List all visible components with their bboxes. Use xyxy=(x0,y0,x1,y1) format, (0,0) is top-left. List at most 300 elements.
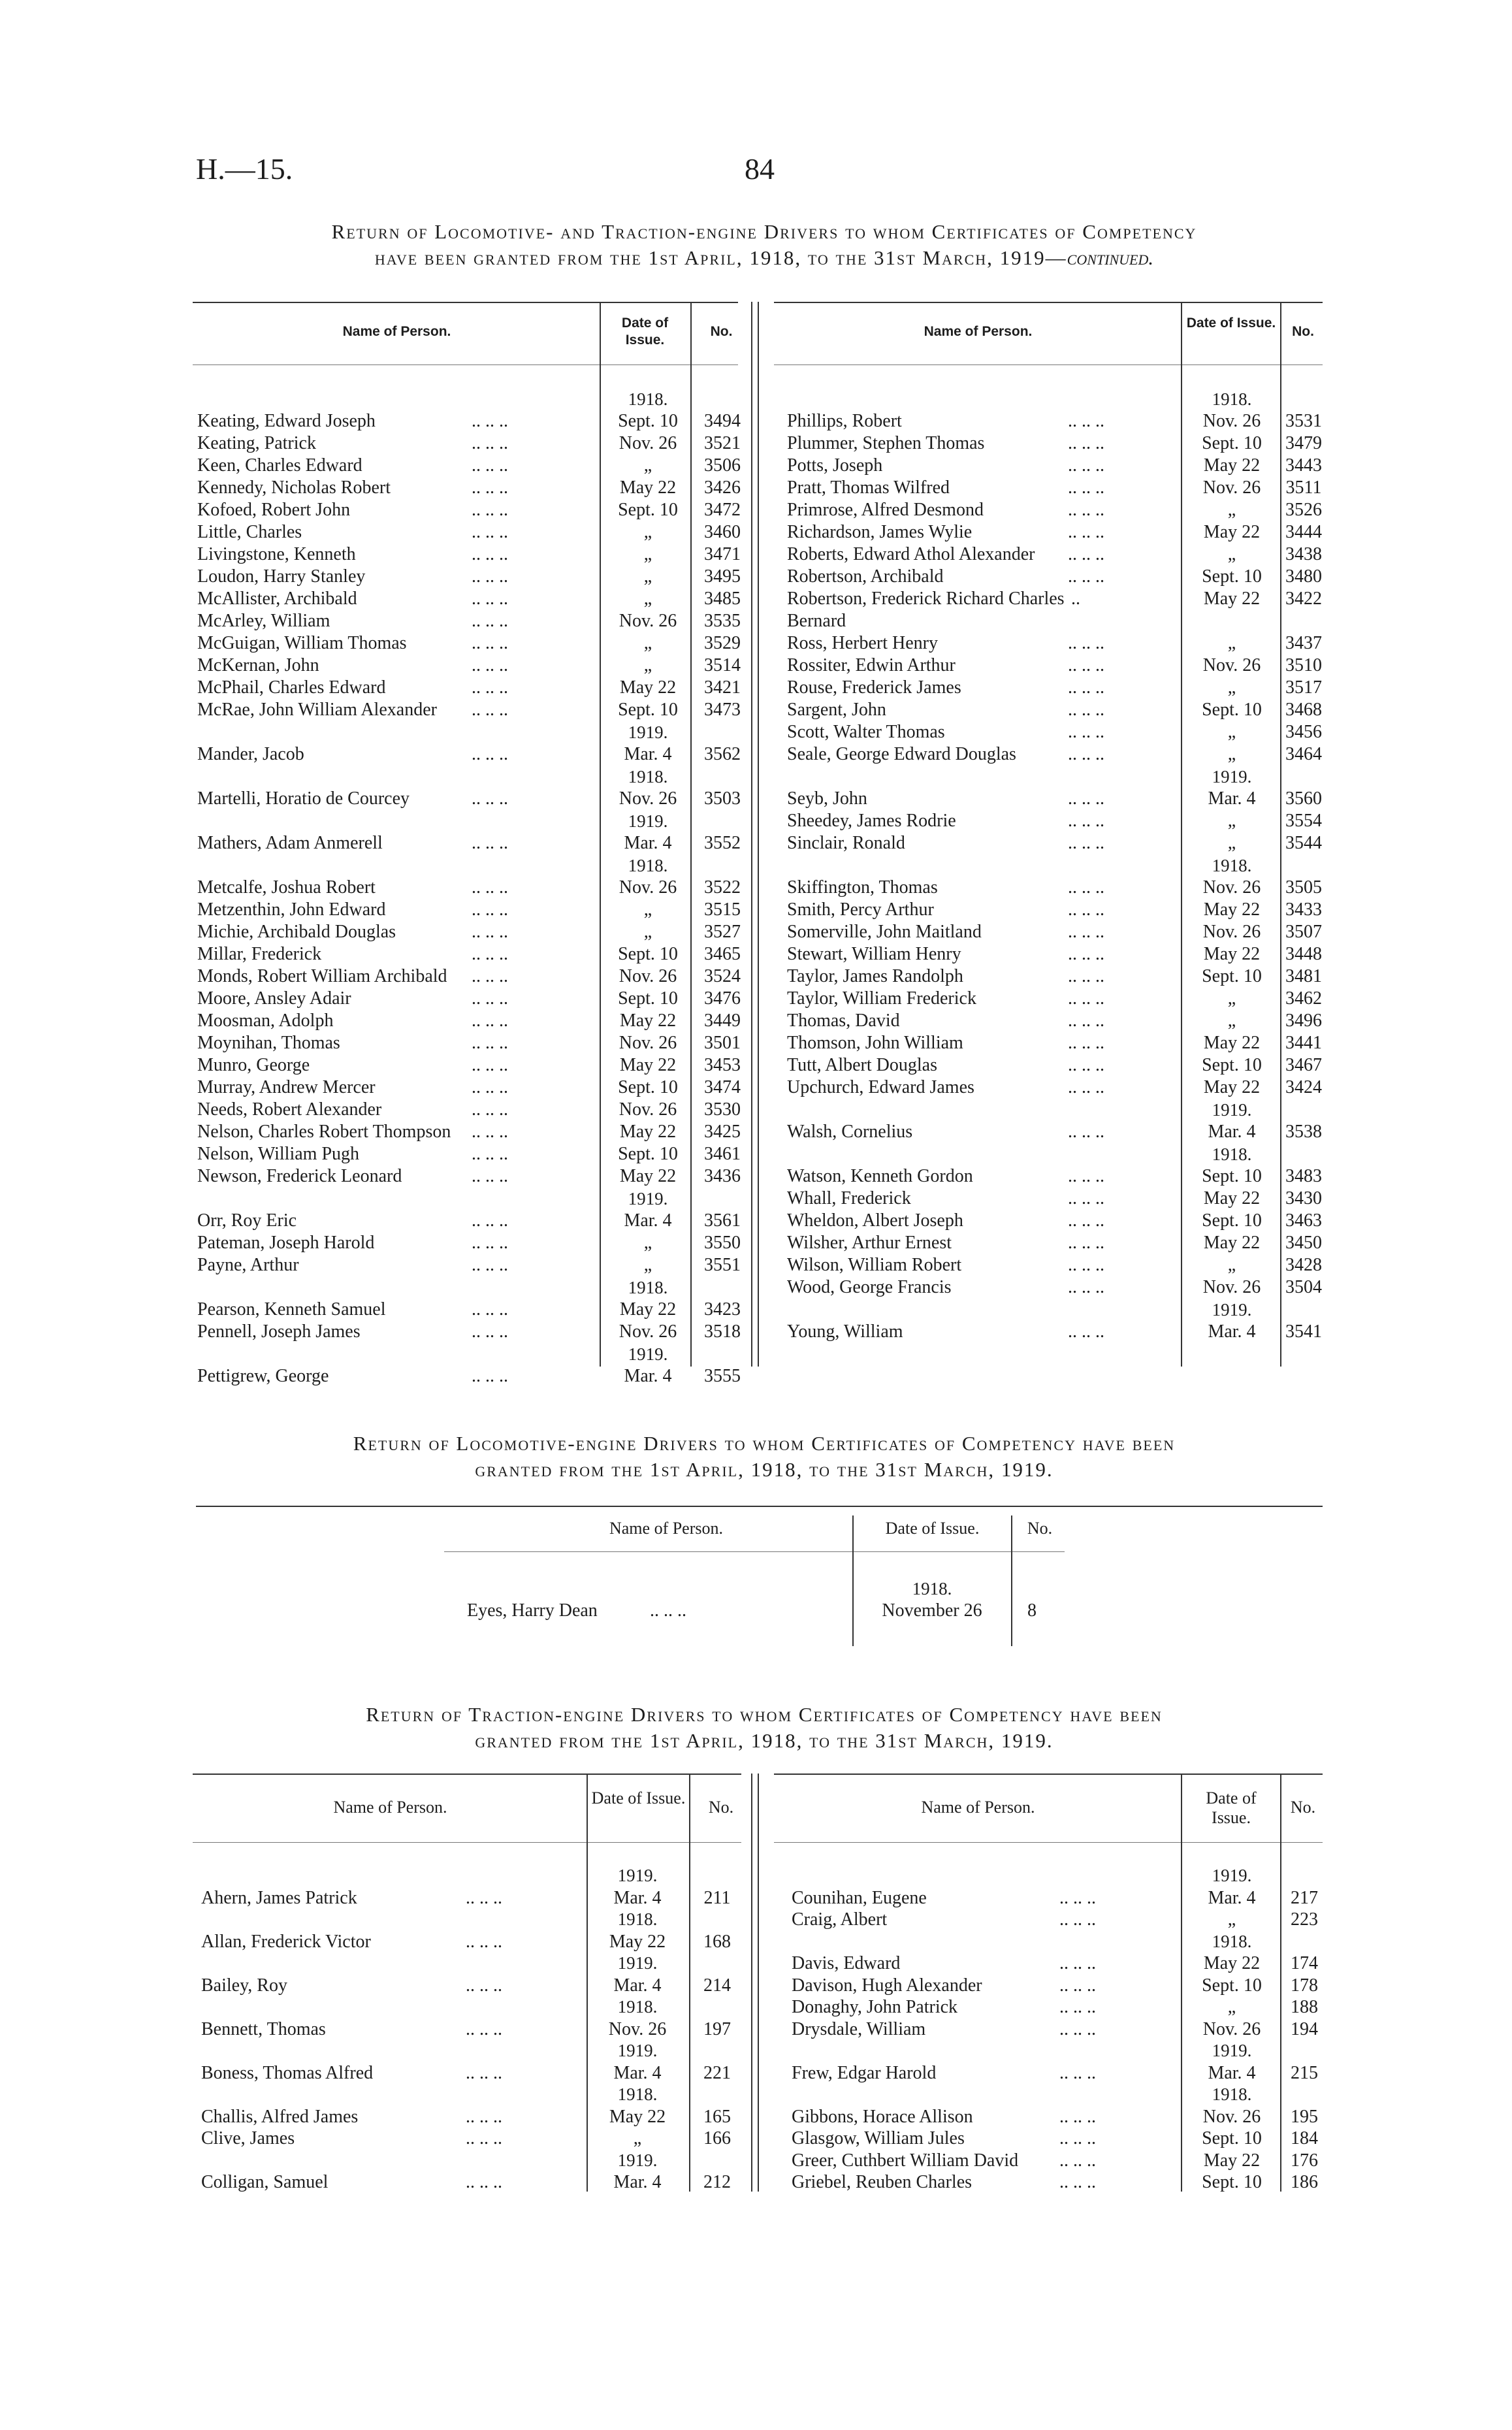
person-name: McArley, William xyxy=(197,611,330,631)
year-row xyxy=(792,1931,1334,1953)
certificate-number: 3541 xyxy=(1285,1321,1322,1342)
table-row xyxy=(201,2106,756,2128)
leader-dots: .. .. .. xyxy=(1068,833,1104,853)
leader-dots: .. .. .. xyxy=(1059,1953,1096,1973)
certificate-number: 3521 xyxy=(704,433,741,453)
page-number: 84 xyxy=(745,152,775,186)
issue-date: Nov. 26 xyxy=(1202,922,1261,942)
person-name: Richardson, James Wylie xyxy=(787,522,973,542)
year-row xyxy=(197,1188,746,1210)
person-name: Roberts, Edward Athol Alexander xyxy=(787,544,1035,564)
table-row xyxy=(197,1321,746,1343)
issue-date: May 22 xyxy=(1203,1188,1261,1208)
person-name: Whall, Frederick xyxy=(787,1188,911,1208)
person-name: Metcalfe, Joshua Robert xyxy=(197,877,376,898)
person-name: Allan, Frederick Victor xyxy=(201,1931,371,1952)
table-row xyxy=(787,477,1329,499)
table-row xyxy=(201,1887,756,1909)
section2-head-date: Date of Issue. xyxy=(885,1519,980,1538)
leader-dots: .. .. .. xyxy=(472,1077,508,1097)
year-row xyxy=(201,2040,756,2062)
person-name: Millar, Frederick xyxy=(197,944,322,964)
person-name: Thomas, David xyxy=(787,1011,900,1031)
issue-date: Mar. 4 xyxy=(1208,1122,1256,1142)
certificate-number: 3530 xyxy=(704,1099,741,1120)
leader-dots: .. .. .. xyxy=(472,1122,508,1142)
issue-date: 1918. xyxy=(628,856,668,875)
year-row xyxy=(197,1343,746,1365)
section2-head-no: No. xyxy=(1027,1519,1053,1538)
certificate-number: 178 xyxy=(1291,1975,1318,1996)
table-row xyxy=(787,832,1329,854)
certificate-number: 211 xyxy=(703,1887,731,1908)
table-row xyxy=(197,677,746,699)
table-row xyxy=(197,943,746,965)
issue-date: 1918. xyxy=(912,1579,952,1598)
certificate-number: 3494 xyxy=(704,411,741,431)
issue-date: 1918. xyxy=(628,1278,668,1297)
year-row xyxy=(787,388,1329,410)
issue-date: May 22 xyxy=(619,478,677,498)
table-row xyxy=(787,1054,1329,1077)
certificate-number: 3515 xyxy=(704,899,741,920)
issue-date: Mar. 4 xyxy=(1208,1321,1256,1342)
table-row xyxy=(197,1299,746,1321)
issue-date: „ xyxy=(643,922,652,942)
leader-dots: .. .. .. xyxy=(472,988,508,1009)
issue-date: Mar. 4 xyxy=(613,2062,662,2083)
person-name: Donaghy, John Patrick xyxy=(792,1997,958,2017)
leader-dots: .. .. .. xyxy=(472,611,508,631)
year-row xyxy=(197,854,746,877)
issue-date: May 22 xyxy=(1203,522,1261,542)
leader-dots: .. .. .. xyxy=(1068,1210,1104,1231)
issue-date: Sept. 10 xyxy=(1202,566,1262,587)
table-row xyxy=(787,743,1329,766)
table-row xyxy=(197,1010,746,1032)
person-name: Martelli, Horatio de Courcey xyxy=(197,788,410,809)
person-name: Munro, George xyxy=(197,1055,310,1075)
person-name: Wilson, William Robert xyxy=(787,1255,962,1275)
certificate-number: 3483 xyxy=(1285,1166,1322,1186)
leader-dots: .. .. .. xyxy=(472,877,508,898)
section3-right-list xyxy=(792,1865,1334,2194)
issue-date: May 22 xyxy=(619,1011,677,1031)
table-row xyxy=(787,721,1329,743)
leader-dots: .. .. .. xyxy=(472,566,508,587)
person-name: Moosman, Adolph xyxy=(197,1011,334,1031)
issue-date: Nov. 26 xyxy=(1202,2018,1261,2039)
year-row xyxy=(201,1952,756,1975)
issue-date: „ xyxy=(643,633,652,653)
person-name: McRae, John William Alexander xyxy=(197,700,437,720)
table-row xyxy=(201,2062,756,2084)
table-row xyxy=(197,1054,746,1077)
section3-right-head-name: Name of Person. xyxy=(921,1798,1035,1817)
leader-dots: .. .. .. xyxy=(472,744,508,764)
person-name: Nelson, Charles Robert Thompson xyxy=(197,1122,451,1142)
leader-dots: .. .. .. xyxy=(472,1099,508,1120)
issue-date: „ xyxy=(1227,500,1236,520)
person-name: Moore, Ansley Adair xyxy=(197,988,351,1009)
issue-date: „ xyxy=(1227,988,1236,1009)
certificate-number: 3472 xyxy=(704,500,741,520)
year-row xyxy=(197,766,746,788)
leader-dots: .. .. .. xyxy=(1068,433,1104,453)
issue-date: 1919. xyxy=(628,722,668,742)
table-row xyxy=(197,632,746,655)
section3-title-line2: granted from the 1st April, 1918, to the 31st March, 1919. xyxy=(475,1729,1054,1752)
leader-dots: .. .. .. xyxy=(466,1931,502,1952)
person-name: McKernan, John xyxy=(197,655,319,675)
certificate-number: 3462 xyxy=(1285,988,1322,1009)
issue-date: Nov. 26 xyxy=(619,1099,677,1120)
year-row xyxy=(197,810,746,832)
certificate-number: 168 xyxy=(703,1931,731,1952)
leader-dots: .. .. .. xyxy=(650,1600,686,1621)
issue-date: Sept. 10 xyxy=(1202,2172,1262,2192)
year-row xyxy=(201,1909,756,1931)
issue-date: Sept. 10 xyxy=(618,988,678,1009)
leader-dots: .. .. .. xyxy=(1068,1277,1104,1297)
section1-title-suffix: continued. xyxy=(1067,246,1154,269)
section1-right-head-date: Date of Issue. xyxy=(1186,316,1276,331)
leader-dots: .. .. .. xyxy=(1068,478,1104,498)
leader-dots: .. .. .. xyxy=(472,455,508,476)
person-name: McGuigan, William Thomas xyxy=(197,633,407,653)
leader-dots: .. .. .. xyxy=(472,411,508,431)
leader-dots: .. .. .. xyxy=(466,1887,502,1908)
person-name: Potts, Joseph xyxy=(787,455,883,476)
table-row xyxy=(197,655,746,677)
table-row xyxy=(201,1931,756,1953)
table-row xyxy=(197,1254,746,1276)
issue-date: Nov. 26 xyxy=(1202,2106,1261,2127)
certificate-number: 3550 xyxy=(704,1233,741,1253)
leader-dots: .. .. .. xyxy=(466,2172,502,2192)
leader-dots: .. .. .. xyxy=(1068,988,1104,1009)
section2-title-line1: Return of Locomotive-engine Drivers to whom Certificates of Competency have been xyxy=(353,1432,1176,1455)
year-row xyxy=(201,1996,756,2018)
certificate-number: 3481 xyxy=(1285,966,1322,986)
person-name: Taylor, James Randolph xyxy=(787,966,963,986)
certificate-number: 3456 xyxy=(1285,722,1322,742)
section2-title xyxy=(176,1431,1352,1483)
table-row xyxy=(787,1210,1329,1232)
person-name: Keating, Patrick xyxy=(197,433,316,453)
person-name: Payne, Arthur xyxy=(197,1255,299,1275)
person-name: Glasgow, William Jules xyxy=(792,2128,965,2148)
leader-dots: .. .. .. xyxy=(472,944,508,964)
table-row xyxy=(787,788,1329,810)
section3-title xyxy=(176,1702,1352,1754)
issue-date: Sept. 10 xyxy=(618,411,678,431)
leader-dots: .. .. .. xyxy=(1068,811,1104,831)
table-row xyxy=(197,1121,746,1143)
person-name: Sargent, John xyxy=(787,700,886,720)
certificate-number: 3422 xyxy=(1285,589,1322,609)
certificate-number: 3555 xyxy=(704,1366,741,1386)
leader-dots: .. .. .. xyxy=(1068,1122,1104,1142)
person-name: Pratt, Thomas Wilfred xyxy=(787,478,950,498)
certificate-number: 3562 xyxy=(704,744,741,764)
table-row xyxy=(792,2171,1334,2194)
issue-date: May 22 xyxy=(619,677,677,698)
document-code: H.—15. xyxy=(196,152,293,186)
table-row xyxy=(197,788,746,810)
section1-center-double-rule-b xyxy=(758,302,759,1367)
issue-date: Sept. 10 xyxy=(618,1144,678,1164)
year-row xyxy=(792,2084,1334,2106)
table-row xyxy=(197,521,746,543)
table-row xyxy=(197,432,746,455)
issue-date: Sept. 10 xyxy=(1202,966,1262,986)
certificate-number: 3465 xyxy=(704,944,741,964)
issue-date: Sept. 10 xyxy=(1202,2128,1262,2148)
certificate-number: 3501 xyxy=(704,1033,741,1053)
table-row xyxy=(197,899,746,921)
issue-date: „ xyxy=(643,522,652,542)
certificate-number: 3505 xyxy=(1285,877,1322,898)
person-name: Skiffington, Thomas xyxy=(787,877,938,898)
leader-dots: .. .. .. xyxy=(472,478,508,498)
issue-date: Sept. 10 xyxy=(618,500,678,520)
person-name: Pateman, Joseph Harold xyxy=(197,1233,375,1253)
person-name: Watson, Kenneth Gordon xyxy=(787,1166,973,1186)
leader-dots: .. .. .. xyxy=(1059,2172,1096,2192)
leader-dots: .. .. .. xyxy=(1068,944,1104,964)
issue-date: 1918. xyxy=(628,767,668,786)
certificate-number: 3471 xyxy=(704,544,741,564)
year-row xyxy=(197,721,746,743)
leader-dots: .. .. .. xyxy=(1068,455,1104,476)
person-name: Scott, Walter Thomas xyxy=(787,722,945,742)
certificate-number: 3551 xyxy=(704,1255,741,1275)
issue-date: Sept. 10 xyxy=(618,700,678,720)
person-name: Colligan, Samuel xyxy=(201,2172,329,2192)
table-row xyxy=(787,921,1329,943)
leader-dots: .. .. .. xyxy=(466,2018,502,2039)
certificate-number: 195 xyxy=(1291,2106,1318,2127)
person-name: Keating, Edward Joseph xyxy=(197,411,376,431)
issue-date: Nov. 26 xyxy=(619,1033,677,1053)
person-name: Young, William xyxy=(787,1321,903,1342)
table-row xyxy=(787,1276,1329,1299)
certificate-number: 3476 xyxy=(704,988,741,1009)
section2-title-line2: granted from the 1st April, 1918, to the 31st March, 1919. xyxy=(475,1458,1054,1481)
issue-date: Sept. 10 xyxy=(618,1077,678,1097)
issue-date: „ xyxy=(1227,722,1236,742)
leader-dots: .. .. .. xyxy=(472,433,508,453)
year-row xyxy=(787,1299,1329,1321)
issue-date: May 22 xyxy=(1203,1233,1261,1253)
leader-dots: .. .. .. xyxy=(472,700,508,720)
leader-dots: .. .. .. xyxy=(466,2062,502,2083)
leader-dots: .. .. .. xyxy=(472,677,508,698)
table-row xyxy=(197,1077,746,1099)
certificate-number: 188 xyxy=(1291,1997,1318,2017)
year-row xyxy=(787,1143,1329,1165)
certificate-number: 3444 xyxy=(1285,522,1322,542)
table-row xyxy=(792,1909,1334,1931)
section3-right-top-rule xyxy=(774,1774,1323,1775)
person-name: Taylor, William Frederick xyxy=(787,988,976,1009)
certificate-number: 3450 xyxy=(1285,1233,1322,1253)
certificate-number: 3538 xyxy=(1285,1122,1322,1142)
leader-dots: .. .. .. xyxy=(1059,2106,1096,2127)
leader-dots: .. .. .. xyxy=(472,1055,508,1075)
person-name: Phillips, Robert xyxy=(787,411,902,431)
table-row xyxy=(792,1952,1334,1975)
issue-date: 1918. xyxy=(1212,1144,1252,1164)
issue-date: „ xyxy=(1227,633,1236,653)
person-name: McPhail, Charles Edward xyxy=(197,677,386,698)
person-name: Frew, Edgar Harold xyxy=(792,2062,937,2083)
leader-dots: .. .. .. xyxy=(1068,1033,1104,1053)
leader-dots: .. .. .. xyxy=(472,1366,508,1386)
issue-date: May 22 xyxy=(1203,1077,1261,1097)
table-row xyxy=(201,2171,756,2194)
leader-dots: .. .. .. xyxy=(1068,1011,1104,1031)
table-row xyxy=(787,677,1329,699)
leader-dots: .. .. .. xyxy=(1068,877,1104,898)
table-row xyxy=(787,899,1329,921)
issue-date: 1919. xyxy=(1212,1866,1252,1885)
certificate-number: 3467 xyxy=(1285,1055,1322,1075)
table-row xyxy=(197,1210,746,1232)
person-name: Tutt, Albert Douglas xyxy=(787,1055,937,1075)
person-name: Mander, Jacob xyxy=(197,744,304,764)
leader-dots: .. .. .. xyxy=(1068,966,1104,986)
certificate-number: 3461 xyxy=(704,1144,741,1164)
section2-head-name: Name of Person. xyxy=(609,1519,723,1538)
certificate-number: 3524 xyxy=(704,966,741,986)
issue-date: 1919. xyxy=(1212,2041,1252,2060)
person-name: Challis, Alfred James xyxy=(201,2106,359,2127)
issue-date: Sept. 10 xyxy=(1202,1166,1262,1186)
person-name: Counihan, Eugene xyxy=(792,1887,927,1908)
leader-dots: .. .. .. xyxy=(472,1210,508,1231)
certificate-number: 3425 xyxy=(704,1122,741,1142)
section3-right-head-no: No. xyxy=(1290,1798,1316,1817)
issue-date: Mar. 4 xyxy=(1208,2062,1256,2083)
leader-dots: .. .. .. xyxy=(1059,2128,1096,2148)
issue-date: Nov. 26 xyxy=(619,433,677,453)
person-name: Wheldon, Albert Joseph xyxy=(787,1210,963,1231)
issue-date: Sept. 10 xyxy=(1202,1210,1262,1231)
table-row xyxy=(197,499,746,521)
person-name: Robertson, Archibald xyxy=(787,566,944,587)
issue-date: „ xyxy=(643,455,652,476)
leader-dots: .. .. .. xyxy=(472,922,508,942)
certificate-number: 166 xyxy=(703,2128,731,2148)
leader-dots: .. .. .. xyxy=(1068,677,1104,698)
table-row xyxy=(197,1165,746,1188)
issue-date: „ xyxy=(1227,677,1236,698)
certificate-number: 3437 xyxy=(1285,633,1322,653)
year-row xyxy=(792,2040,1334,2062)
table-row xyxy=(787,432,1329,455)
leader-dots: .. .. .. xyxy=(1059,2150,1096,2171)
person-name: Nelson, William Pugh xyxy=(197,1144,360,1164)
issue-date: May 22 xyxy=(609,1931,666,1952)
table-row xyxy=(787,610,1329,632)
table-row xyxy=(792,1996,1334,2018)
section1-title-line2-text: have been granted from the 1st April, 1918, to the 31st March, 1919— xyxy=(374,246,1067,269)
issue-date: November 26 xyxy=(882,1600,982,1621)
person-name: Pearson, Kenneth Samuel xyxy=(197,1299,386,1320)
leader-dots: .. .. .. xyxy=(1068,700,1104,720)
issue-date: 1919. xyxy=(617,2150,658,2170)
table-row xyxy=(787,699,1329,721)
leader-dots: .. .. .. xyxy=(1068,544,1104,564)
leader-dots: .. .. .. xyxy=(1068,633,1104,653)
leader-dots: .. .. .. xyxy=(1059,2062,1096,2083)
leader-dots: .. .. .. xyxy=(472,1255,508,1275)
person-name: Moynihan, Thomas xyxy=(197,1033,340,1053)
person-name: Boness, Thomas Alfred xyxy=(201,2062,374,2083)
person-name: Newson, Frederick Leonard xyxy=(197,1166,402,1186)
person-name: Walsh, Cornelius xyxy=(787,1122,913,1142)
issue-date: Nov. 26 xyxy=(619,788,677,809)
person-name: Kennedy, Nicholas Robert xyxy=(197,478,391,498)
person-name: Davison, Hugh Alexander xyxy=(792,1975,982,1996)
table-row xyxy=(787,810,1329,832)
certificate-number: 3496 xyxy=(1285,1011,1322,1031)
certificate-number: 3506 xyxy=(704,455,741,476)
section3-title-line1: Return of Traction-engine Drivers to whom Certificates of Competency have been xyxy=(366,1703,1163,1726)
issue-date: Mar. 4 xyxy=(624,833,672,853)
table-row xyxy=(197,588,746,610)
section3-right-head-rule xyxy=(774,1842,1323,1843)
issue-date: Mar. 4 xyxy=(613,1975,662,1996)
year-row xyxy=(201,2084,756,2106)
section1-right-list xyxy=(787,388,1329,1343)
section1-left-head-rule xyxy=(193,364,738,365)
person-name: Ahern, James Patrick xyxy=(201,1887,357,1908)
certificate-number: 3531 xyxy=(1285,411,1322,431)
issue-date: 1919. xyxy=(1212,1300,1252,1320)
table-row xyxy=(792,2062,1334,2084)
section1-right-top-rule xyxy=(774,302,1323,303)
section1-left-head-name: Name of Person. xyxy=(342,324,451,339)
section1-title-line2 xyxy=(176,245,1352,271)
issue-date: Sept. 10 xyxy=(1202,1975,1262,1996)
section3-right-head-date: Date of Issue. xyxy=(1206,1789,1257,1827)
certificate-number: 3423 xyxy=(704,1299,741,1320)
leader-dots: .. .. .. xyxy=(472,522,508,542)
issue-date: „ xyxy=(1227,1011,1236,1031)
certificate-number: 3507 xyxy=(1285,922,1322,942)
person-name: Livingstone, Kenneth xyxy=(197,544,356,564)
certificate-number: 3448 xyxy=(1285,944,1322,964)
leader-dots: .. .. .. xyxy=(1068,722,1104,742)
issue-date: „ xyxy=(1227,1255,1236,1275)
leader-dots: .. .. .. xyxy=(1068,1255,1104,1275)
issue-date: 1919. xyxy=(617,2041,658,2060)
section2-list xyxy=(467,1578,1094,1622)
issue-date: „ xyxy=(1227,744,1236,764)
table-row xyxy=(787,588,1329,610)
leader-dots: .. .. .. xyxy=(1068,899,1104,920)
person-name: Needs, Robert Alexander xyxy=(197,1099,382,1120)
person-name: Michie, Archibald Douglas xyxy=(197,922,396,942)
year-row xyxy=(787,766,1329,788)
person-name: Little, Charles xyxy=(197,522,302,542)
person-name: Loudon, Harry Stanley xyxy=(197,566,366,587)
issue-date: „ xyxy=(1227,1997,1236,2017)
person-name: Plummer, Stephen Thomas xyxy=(787,433,985,453)
